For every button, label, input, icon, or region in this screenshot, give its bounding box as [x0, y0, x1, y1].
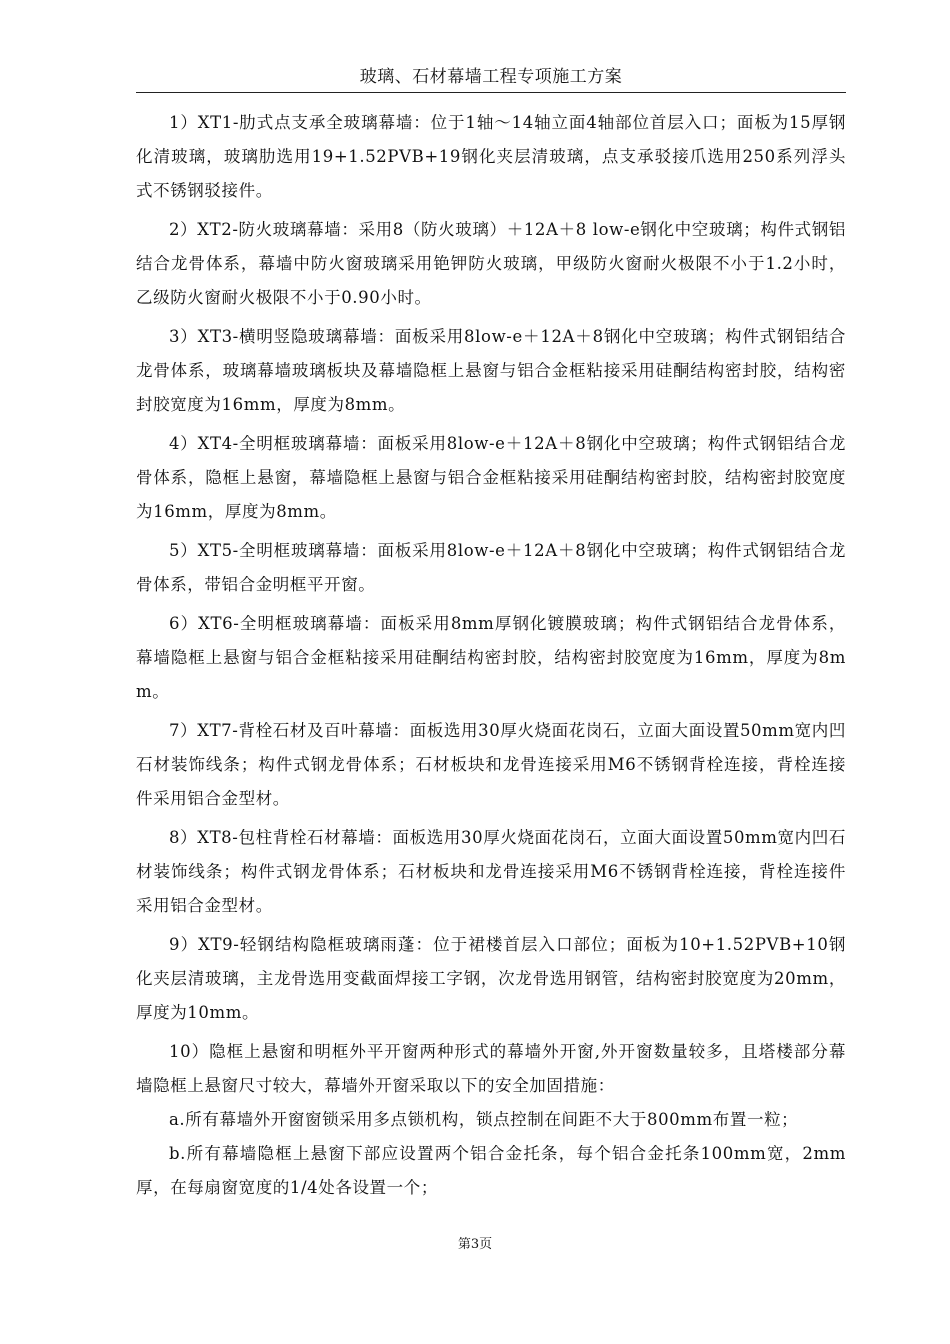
- paragraph-xt3: 3）XT3-横明竖隐玻璃幕墙：面板采用8low-e＋12A＋8钢化中空玻璃；构件式钢铝结合龙骨体系，玻璃幕墙玻璃板块及幕墙隐框上悬窗与铝合金框粘接采用硅酮结构密封胶，结构密封胶宽度为16mm，厚度为8mm。: [136, 327, 846, 414]
- paragraph-xt7: 7）XT7-背栓石材及百叶幕墙：面板选用30厚火烧面花岗石，立面大面设置50mm宽内凹石材装饰线条；构件式钢龙骨体系；石材板块和龙骨连接采用M6不锈钢背栓连接，背栓连接件采用铝合金型材。: [136, 721, 846, 808]
- paragraph-xt6: 6）XT6-全明框玻璃幕墙：面板采用8mm厚钢化镀膜玻璃；构件式钢铝结合龙骨体系，幕墙隐框上悬窗与铝合金框粘接采用硅酮结构密封胶，结构密封胶宽度为16mm，厚度为8mm。: [136, 614, 846, 701]
- paragraph-xt9: 9）XT9-轻钢结构隐框玻璃雨蓬：位于裙楼首层入口部位；面板为10+1.52PVB+10钢化夹层清玻璃，主龙骨选用变截面焊接工字钢，次龙骨选用钢管，结构密封胶宽度为20mm，厚度为10mm。: [136, 935, 846, 1022]
- paragraph-xt2: 2）XT2-防火玻璃幕墙：采用8（防火玻璃）＋12A＋8 low-e钢化中空玻璃；构件式钢铝结合龙骨体系，幕墙中防火窗玻璃采用铯钾防火玻璃，甲级防火窗耐火极限不小于1.2小时，乙级防火窗耐火极限不小于0.90小时。: [136, 220, 846, 307]
- paragraph-item-a: a.所有幕墙外开窗窗锁采用多点锁机构，锁点控制在间距不大于800mm布置一粒；: [169, 1110, 799, 1129]
- paragraph-xt5: 5）XT5-全明框玻璃幕墙：面板采用8low-e＋12A＋8钢化中空玻璃；构件式钢铝结合龙骨体系，带铝合金明框平开窗。: [136, 541, 846, 594]
- paragraph-xt8: 8）XT8-包柱背栓石材幕墙：面板选用30厚火烧面花岗石，立面大面设置50mm宽内凹石材装饰线条；构件式钢龙骨体系；石材板块和龙骨连接采用M6不锈钢背栓连接，背栓连接件采用铝合金型材。: [136, 828, 846, 915]
- page-number: 第3页: [457, 1237, 493, 1252]
- document-body: [136, 106, 846, 1205]
- header-divider: [136, 92, 846, 93]
- paragraph-xt1: 1）XT1-肋式点支承全玻璃幕墙：位于1轴～14轴立面4轴部位首层入口；面板为15厚钢化清玻璃，玻璃肋选用19+1.52PVB+19钢化夹层清玻璃，点支承驳接爪选用250系列浮头式不锈钢驳接件。: [136, 113, 846, 200]
- paragraph-xt4: 4）XT4-全明框玻璃幕墙：面板采用8low-e＋12A＋8钢化中空玻璃；构件式钢铝结合龙骨体系，隐框上悬窗，幕墙隐框上悬窗与铝合金框粘接采用硅酮结构密封胶，结构密封胶宽度为16mm，厚度为8mm。: [136, 434, 846, 521]
- paragraph-item-b: b.所有幕墙隐框上悬窗下部应设置两个铝合金托条，每个铝合金托条100mm宽，2mm厚，在每扇窗宽度的1/4处各设置一个；: [136, 1144, 846, 1197]
- page-header-title: 玻璃、石材幕墙工程专项施工方案: [359, 67, 623, 87]
- paragraph-item-10: 10）隐框上悬窗和明框外平开窗两种形式的幕墙外开窗,外开窗数量较多，且塔楼部分幕墙隐框上悬窗尺寸较大，幕墙外开窗采取以下的安全加固措施：: [136, 1042, 846, 1095]
